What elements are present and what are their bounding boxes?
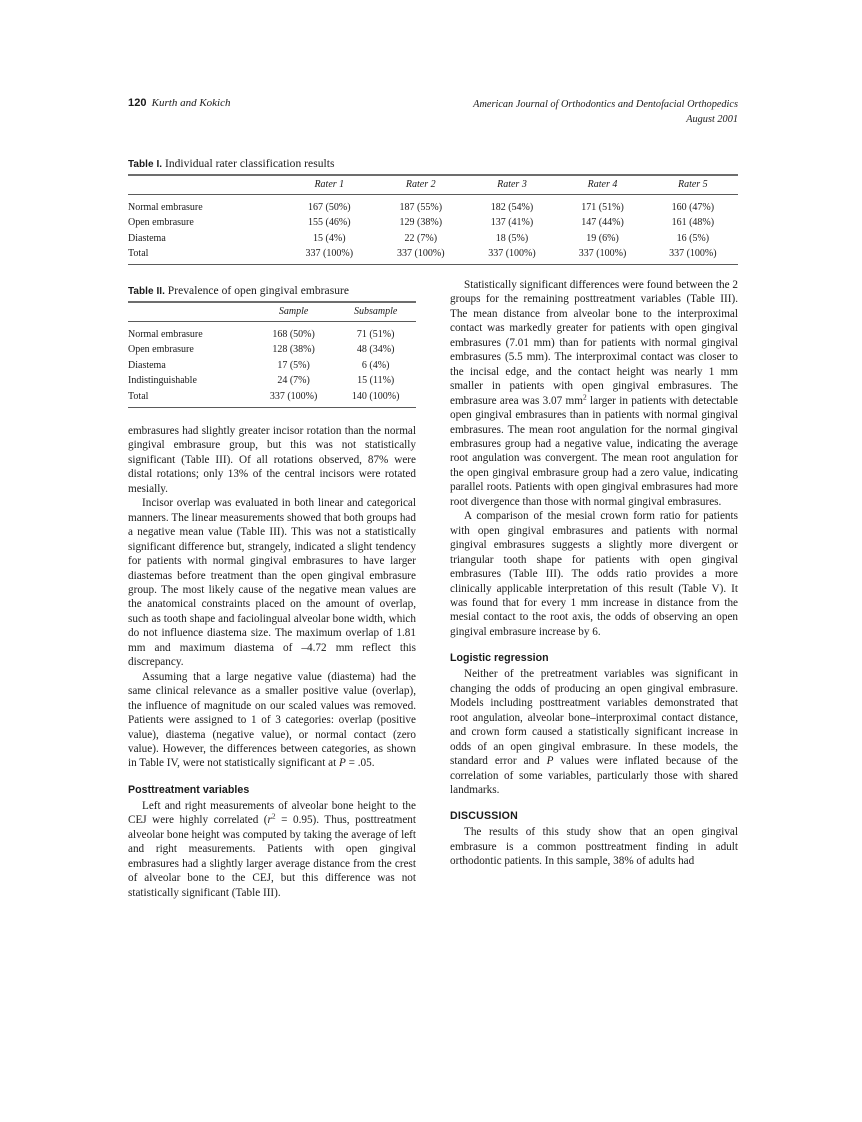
table-2 xyxy=(128,285,416,408)
table-1-header-row xyxy=(128,175,738,195)
cell: 337 (100%) xyxy=(648,246,738,265)
cell: 128 (38%) xyxy=(272,344,315,356)
cell: 337 (100%) xyxy=(284,246,375,265)
heading-logistic-regression: Logistic regression xyxy=(450,652,549,665)
paragraph-stats-text: Statistically significant differences were found between the 2 groups for the remaining posttreatment variables (Table III). The mean distance from alveolar bone to the interproximal contact was markedly greater for patients with open gingival embrasures (7.01 mm) than for patients with normal gingival embrasures (5.5 mm). The interproximal contact was closer to the incisal edge, and the contact height was nearly 1 mm smaller in patients with open gingival embrasures. The embrasure area was 3.07 mm xyxy=(450,279,738,407)
table-row xyxy=(128,246,738,265)
cell: 137 (41%) xyxy=(490,217,534,229)
cell: 171 (51%) xyxy=(581,202,624,213)
cell: 19 (6%) xyxy=(586,232,619,244)
row-label: Open embrasure xyxy=(128,344,194,356)
paragraph-assuming-text: Assuming that a large negative value (diastema) had the same clinical relevance as a smaller positive value (overlap), the influence of magnitude on our scaled values was removed. Patients were assigned to 1 of 3 categories: overlap (positive value), diastema (negative value), or normal contact (zero value). However, the differences between categories, as shown in Table IV, were not statistically significant at xyxy=(128,670,416,770)
paragraph-statistical-differences xyxy=(450,278,738,509)
row-label: Normal embrasure xyxy=(128,329,203,340)
cell: 129 (38%) xyxy=(399,217,443,229)
p-value-symbol: P xyxy=(546,755,554,768)
table-1-caption xyxy=(128,158,738,170)
table-2-header-row xyxy=(128,302,416,322)
table-1-grid xyxy=(128,174,738,265)
heading-posttreatment-variables: Posttreatment variables xyxy=(128,783,250,796)
cell: 17 (5%) xyxy=(277,359,310,371)
cell: 22 (7%) xyxy=(404,232,438,244)
paragraph-logistic xyxy=(450,667,738,797)
table-2-grid xyxy=(128,301,416,408)
table-row xyxy=(128,215,738,230)
paragraph-posttreatment-text: Left and right measurements of alveolar bone height to the CEJ were highly correlated ( xyxy=(128,799,416,827)
journal-title: American Journal of Orthodontics and Dentofacial Orthopedics xyxy=(473,99,738,110)
table-row xyxy=(128,322,416,343)
table-row xyxy=(128,342,416,357)
table-1-col-1: Rater 1 xyxy=(284,175,375,195)
paragraph-posttreatment-tail: = 0.95). Thus, posttreatment alveolar bone height was computed by taking the average of left and right measurements. Patients with open gingival embrasures had a slightly larger average distance from the crest of alveolar bone to the CEJ, but this difference was not statistically significant (Table III). xyxy=(128,814,416,899)
table-1 xyxy=(128,158,738,265)
paragraph-logistic-tail: values were inflated because of the correlation of some variables, particularly those with shared landmarks. xyxy=(450,755,738,796)
row-label: Total xyxy=(128,388,252,407)
p-value-symbol: P xyxy=(339,757,346,770)
cell: 182 (54%) xyxy=(490,202,534,213)
table-row xyxy=(128,373,416,388)
cell: 160 (47%) xyxy=(671,202,715,213)
paragraph-stats-tail: larger in patients with detectable open gingival embrasures than in patients with normal gingival embrasures. The mean root angulation for the normal gingival embrasures group had a negative value, indicating the average root angulation was convergent. The mean root angulation for the open gingival embrasure group had a zero value, indicating parallel roots. Patients with open gingival embrasures had more root divergence than those with normal gingival embrasures. xyxy=(450,394,738,508)
row-label: Diastema xyxy=(128,359,166,371)
paragraph-logistic-text: Neither of the pretreatment variables was significant in changing the odds of producing an open gingival embrasure. Models including posttreatment variables demonstrated that root angulation, alveolar bone–interproximal contact distance, and crown form caused a statistically significant increase in odds of an open gingival embrasure. In these models, the standard error and xyxy=(450,668,738,768)
paragraph-continued: embrasures had slightly greater incisor rotation than the normal gingival embrasure group, but this was not statistically significant (Table III). Of all rotations observed, 87% were distal rotations; only 13% of the central incisors were rotated mesially. xyxy=(128,425,416,495)
cell: 187 (55%) xyxy=(399,202,443,213)
cell: 24 (7%) xyxy=(277,375,310,387)
page-number: 120 xyxy=(128,97,147,109)
cell: 6 (4%) xyxy=(361,359,390,371)
table-1-col-4: Rater 4 xyxy=(557,175,647,195)
cell: 140 (100%) xyxy=(335,388,416,407)
table-1-col-5: Rater 5 xyxy=(648,175,738,195)
table-2-col-2: Subsample xyxy=(335,302,416,322)
running-head-authors: Kurth and Kokich xyxy=(151,97,231,109)
cell: 71 (51%) xyxy=(356,329,395,340)
table-row xyxy=(128,388,416,407)
row-label: Total xyxy=(128,246,284,265)
cell: 161 (48%) xyxy=(671,217,715,229)
running-head-left xyxy=(128,97,231,109)
cell: 167 (50%) xyxy=(308,202,351,213)
cell: 168 (50%) xyxy=(272,329,315,340)
paragraph-posttreatment xyxy=(128,799,416,900)
table-2-col-0 xyxy=(128,302,252,322)
running-head-right xyxy=(473,97,738,127)
table-2-col-1: Sample xyxy=(252,302,336,322)
cell: 18 (5%) xyxy=(495,232,529,244)
cell: 147 (44%) xyxy=(581,217,624,229)
cell: 48 (34%) xyxy=(356,344,395,356)
r-squared-symbol: r xyxy=(267,814,272,827)
paragraph-comparison: A comparison of the mesial crown form ratio for patients with open gingival embrasures and patients with normal gingival embrasures suggests a slightly more divergent or triangular tooth shape for patients with open gingival embrasures (Table III). The odds ratio provides a more clinically applicable interpretation of this result (Table V). It was found that for every 1 mm increase in distance from the mesial contact to the root axis, the odds of observing an open gingival embrasure increase by 6. xyxy=(450,510,738,638)
r-squared-exponent: 2 xyxy=(271,811,276,821)
row-label: Open embrasure xyxy=(128,217,194,229)
table-2-caption xyxy=(128,285,416,297)
paragraph-assuming xyxy=(128,670,416,771)
table-1-number: Table I. xyxy=(128,159,163,170)
cell: 337 (100%) xyxy=(467,246,558,265)
cell: 15 (4%) xyxy=(313,232,346,244)
cell: 337 (100%) xyxy=(557,246,647,265)
table-1-col-0 xyxy=(128,175,284,195)
table-1-title: Individual rater classification results xyxy=(164,158,335,170)
cell: 155 (46%) xyxy=(308,217,351,229)
table-row xyxy=(128,231,738,246)
table-1-col-3: Rater 3 xyxy=(467,175,558,195)
cell: 15 (11%) xyxy=(357,375,395,387)
table-row xyxy=(128,195,738,216)
table-1-col-2: Rater 2 xyxy=(375,175,466,195)
cell: 337 (100%) xyxy=(252,388,336,407)
body-column-right xyxy=(450,278,738,869)
paragraph-assuming-tail: = .05. xyxy=(345,757,375,770)
issue-date: August 2001 xyxy=(686,114,738,125)
paragraph-discussion: The results of this study show that an open gingival embrasure is a common posttreatment finding in adult orthodontic patients. In this sample, 38% of adults had xyxy=(450,826,738,868)
paragraph-incisor-overlap: Incisor overlap was evaluated in both linear and categorical manners. The linear measurements showed that both groups had a negative mean value (Table III). This was not a statistically significant difference but, strangely, indicated a slight tendency for patients with normal gingival embrasures to have larger diastemas before treatment than the open gingival embrasure group. The most likely cause of the negative mean values are the anatomical constraints placed on the amount of overlap, such as tooth shape and faciolingual alveolar bone width, which do not influence diastema size. The maximum overlap of 1.81 mm and maximum diastema of –4.72 mm reflect this discrepancy. xyxy=(128,497,416,669)
journal-page xyxy=(128,0,738,1122)
running-head xyxy=(128,97,738,131)
cell: 337 (100%) xyxy=(375,246,466,265)
heading-discussion: DISCUSSION xyxy=(450,810,518,823)
table-2-title: Prevalence of open gingival embrasure xyxy=(167,285,350,297)
table-2-number: Table II. xyxy=(128,286,165,297)
body-column-left xyxy=(128,424,416,900)
table-row xyxy=(128,358,416,373)
row-label: Diastema xyxy=(128,232,166,244)
row-label: Normal embrasure xyxy=(128,202,203,213)
row-label: Indistinguishable xyxy=(128,375,197,387)
mm-squared-exponent: 2 xyxy=(582,391,587,401)
cell: 16 (5%) xyxy=(676,232,710,244)
